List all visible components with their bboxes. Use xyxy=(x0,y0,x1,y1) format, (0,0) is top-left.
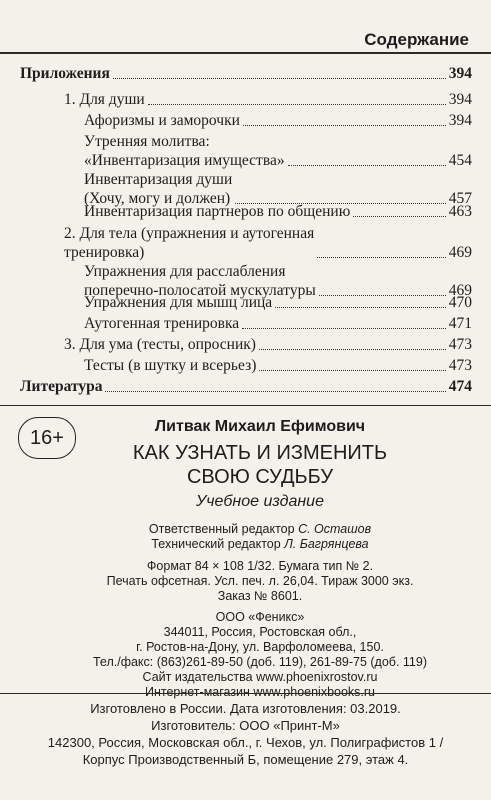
toc-entry xyxy=(20,132,472,170)
toc-entry-page: 463 xyxy=(448,203,472,220)
dot-leader xyxy=(148,104,446,105)
dot-leader xyxy=(242,328,446,329)
dot-leader xyxy=(105,391,445,392)
manufacturer-footer xyxy=(0,700,491,768)
book-title-line: СВОЮ СУДЬБУ xyxy=(186,466,334,488)
format-line: Формат 84 × 108 1/32. Бумага тип № 2. xyxy=(146,559,374,573)
separator-line xyxy=(0,693,491,694)
toc-entry xyxy=(20,111,472,130)
toc-entry-title: Тесты (в шутку и всерьез) xyxy=(84,357,257,374)
format-line: Заказ № 8601. xyxy=(217,589,303,603)
toc-entry xyxy=(20,64,472,83)
toc-entry-page: 394 xyxy=(448,91,472,108)
toc-entry-title: Инвентаризация партнеров по общению xyxy=(84,203,351,220)
dot-leader xyxy=(317,257,446,258)
toc-entry-title-line: Утренняя молитва: xyxy=(84,133,210,150)
page-header xyxy=(0,22,491,54)
dot-leader xyxy=(259,349,446,350)
publisher-block xyxy=(80,610,440,700)
tech-editor-line: Технический редактор Л. Багрянцева xyxy=(151,537,369,551)
toc-entry xyxy=(20,293,472,312)
toc-entry xyxy=(20,90,472,109)
toc-entry-title: поперечно-полосатой мускулатуры xyxy=(84,282,316,299)
author-name: Литвак Михаил Ефимович xyxy=(154,418,366,435)
toc-entry-page: 473 xyxy=(448,336,472,353)
toc-entry xyxy=(20,377,472,396)
toc-entry xyxy=(20,224,472,262)
publisher-address: г. Ростов-на-Дону, ул. Варфоломеева, 150. xyxy=(136,640,384,654)
toc-entry xyxy=(20,335,472,354)
toc-entry-title: Приложения xyxy=(20,65,110,82)
toc-entry-title: (Хочу, могу и должен) xyxy=(84,190,231,207)
toc-entry-title: «Инвентаризация имущества» xyxy=(84,152,285,169)
toc-entry xyxy=(20,356,472,375)
dot-leader xyxy=(243,125,446,126)
header-title: Содержание xyxy=(364,30,469,49)
toc-entry-title-line: Инвентаризация души xyxy=(84,171,233,188)
dot-leader xyxy=(113,78,446,79)
toc-entry-page: 473 xyxy=(448,357,472,374)
publisher-address: 344011, Россия, Ростовская обл., xyxy=(163,625,357,639)
toc-entry-page: 457 xyxy=(448,190,472,207)
toc-entry-title: 1. Для души xyxy=(64,91,145,108)
book-title xyxy=(80,441,440,489)
editors-block xyxy=(80,522,440,552)
book-title-line: КАК УЗНАТЬ И ИЗМЕНИТЬ xyxy=(132,442,388,464)
toc-entry xyxy=(20,202,472,221)
footer-line: Изготовитель: ООО «Принт-М» xyxy=(151,718,340,733)
edition-type: Учебное издание xyxy=(196,493,324,510)
dot-leader xyxy=(275,307,446,308)
toc-entry-page: 454 xyxy=(448,152,472,169)
toc-entry-page: 469 xyxy=(448,244,472,261)
toc-entry-page: 470 xyxy=(448,294,472,311)
toc-entry-title: Аутогенная тренировка xyxy=(84,315,240,332)
dot-leader xyxy=(288,165,446,166)
separator-line xyxy=(0,405,491,406)
toc-entry xyxy=(20,314,472,333)
toc-entry-page: 471 xyxy=(448,315,472,332)
toc-entry-page: 469 xyxy=(448,282,472,299)
toc-entry-title: тренировка) xyxy=(64,244,145,261)
print-format-block xyxy=(80,559,440,604)
toc-entry-page: 394 xyxy=(448,112,472,129)
toc-entry-title-line: 2. Для тела (упражнения и аутогенная xyxy=(64,225,315,242)
age-rating-badge: 16+ xyxy=(18,417,76,459)
format-line: Печать офсетная. Усл. печ. л. 26,04. Тираж 3000 экз. xyxy=(106,574,414,588)
toc-entry-title: 3. Для ума (тесты, опросник) xyxy=(64,336,256,353)
toc-entry-title: Упражнения для мышц лица xyxy=(84,294,273,311)
dot-leader xyxy=(259,370,445,371)
editor-line: Ответственный редактор С. Осташов xyxy=(148,522,372,536)
toc-entry-title-line: Упражнения для расслабления xyxy=(84,263,286,280)
dot-leader xyxy=(353,216,445,217)
publisher-phone: Тел./факс: (863)261-89-50 (доб. 119), 261-89-75 (доб. 119) xyxy=(92,655,427,669)
publisher-site: Сайт издательства www.phoenixrostov.ru xyxy=(142,670,378,684)
publisher-shop: Интернет-магазин www.phoenixbooks.ru xyxy=(144,685,376,699)
footer-line: Изготовлено в России. Дата изготовления: 03.2019. xyxy=(90,701,401,716)
toc-entry-title: Литература xyxy=(20,378,103,395)
footer-line: 142300, Россия, Московская обл., г. Чехов, ул. Полиграфистов 1 / xyxy=(47,735,444,750)
toc-entry-title: Афоризмы и заморочки xyxy=(84,112,240,129)
publisher-name: ООО «Феникс» xyxy=(215,610,305,624)
toc-entry-page: 394 xyxy=(448,65,472,82)
footer-line: Корпус Производственный Б, помещение 279, этаж 4. xyxy=(82,752,409,767)
toc-entry-page: 474 xyxy=(448,378,472,395)
